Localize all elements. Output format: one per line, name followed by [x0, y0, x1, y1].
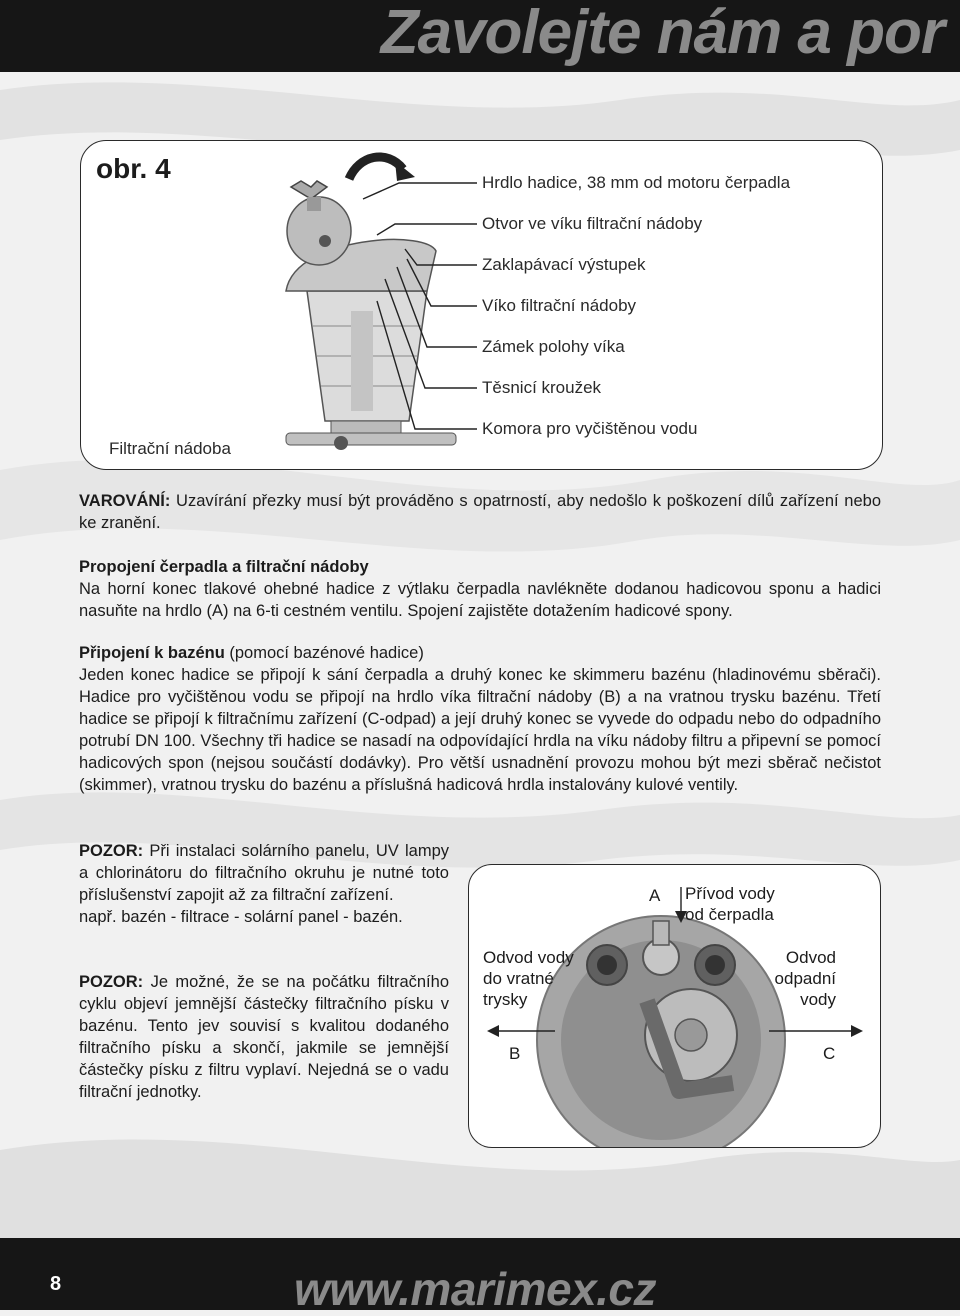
fig5-drain-line-1: Odvod [785, 948, 836, 967]
figure-4-title: obr. 4 [96, 153, 171, 184]
note2-text: Je možné, že se na počátku filtračního cyklu objeví jemnější částečky filtračního písku v bazénu. Tento jev souvisí s kvalitou dodaného filtračního písku a skončí, jakmile se jemnější částečky písku z filtru vyplaví. Nejedná se o vadu filtrační jednotky. [79, 973, 449, 1101]
note1-example: např. bazén - filtrace - solární panel - bazén. [79, 908, 403, 926]
fig5-label-a: A [649, 886, 661, 905]
fig5-label-c: C [823, 1044, 836, 1063]
warning-text: Uzavírání přezky musí být prováděno s opatrností, aby nedošlo k poškození dílů zařízení nebo ke zranění. [79, 492, 881, 532]
warning-lead: VAROVÁNÍ: [79, 492, 171, 510]
note2-lead: POZOR: [79, 973, 144, 991]
fig4-label-filter-tank: Filtrační nádoba [109, 439, 231, 458]
fig5-drain-line-3: vody [800, 990, 836, 1009]
fig4-label-lid-opening: Otvor ve víku filtrační nádoby [482, 214, 703, 233]
pump-connection-heading: Propojení čerpadla a filtrační nádoby [79, 558, 369, 576]
warning-section [79, 490, 881, 534]
pool-connection-section [79, 642, 881, 796]
fig4-label-snap-tab: Zaklapávací výstupek [482, 255, 646, 274]
fig5-return-line-3: trysky [483, 990, 528, 1009]
fig5-return-line-1: Odvod vody [483, 948, 574, 967]
fig4-label-tank-lid: Víko filtrační nádoby [482, 296, 637, 315]
pump-connection-section [79, 556, 881, 622]
note-accessories [79, 840, 449, 928]
header-title: Zavolejte nám a por [380, 0, 944, 67]
note1-lead: POZOR: [79, 842, 144, 860]
website-link[interactable]: www.marimex.cz [294, 1263, 657, 1315]
fig4-label-clean-water-chamber: Komora pro vyčištěnou vodu [482, 419, 698, 438]
figure-4-panel [80, 140, 883, 470]
fig5-inlet-line-2: od čerpadla [685, 905, 774, 924]
figure-5-panel [468, 864, 881, 1148]
note1-text: Při instalaci solárního panelu, UV lampy a chlorinátoru do filtračního okruhu je nutné toto příslušenství zapojit až za filtrační zařízení. [79, 842, 449, 904]
pool-connection-text: Jeden konec hadice se připojí k sání čerpadla a druhý konec ke skimmeru bazénu (hladinovému sběrači). Hadice pro vyčištěnou vodu se připojí na hrdlo víka filtrační nádoby (B) a na vratnou trysku bazénu. Třetí hadice se připojí k filtračnímu zařízení (C-odpad) a její druhý konec se vyvede do odpadu nebo do odpadního potrubí DN 100. Všechny tři hadice se nasadí na odpovídající hrdla na víku nádoby filtru a připevní se pomocí hadicových spon (nejsou součástí dodávky). Pro větší usnadnění provozu mohou být mezi sběrač nečistot (skimmer), vratnou trysku do bazénu a příslušná hadicová hrdla instalovány kulové ventily. [79, 666, 881, 794]
fig5-label-b: B [509, 1044, 521, 1063]
fig4-label-hose-neck: Hrdlo hadice, 38 mm od motoru čerpadla [482, 173, 791, 192]
fig5-inlet-line-1: Přívod vody [685, 884, 775, 903]
fig5-drain-line-2: odpadní [774, 969, 836, 988]
note-sand [79, 971, 449, 1103]
fig4-label-lid-lock: Zámek polohy víka [482, 337, 625, 356]
pool-connection-heading: Připojení k bazénu [79, 644, 225, 662]
pump-connection-text: Na horní konec tlakové ohebné hadice z výtlaku čerpadla navlékněte dodanou hadicovou sponu a hadici nasuňte na hrdlo (A) na 6-ti cestném ventilu. Spojení zajistěte dotažením hadicové spony. [79, 580, 881, 620]
fig4-label-seal-ring: Těsnicí kroužek [482, 378, 602, 397]
header-bar [0, 0, 960, 72]
fig5-return-line-2: do vratné [483, 969, 554, 988]
pool-connection-heading-rest: (pomocí bazénové hadice) [224, 644, 424, 662]
page-number: 8 [50, 1273, 62, 1295]
